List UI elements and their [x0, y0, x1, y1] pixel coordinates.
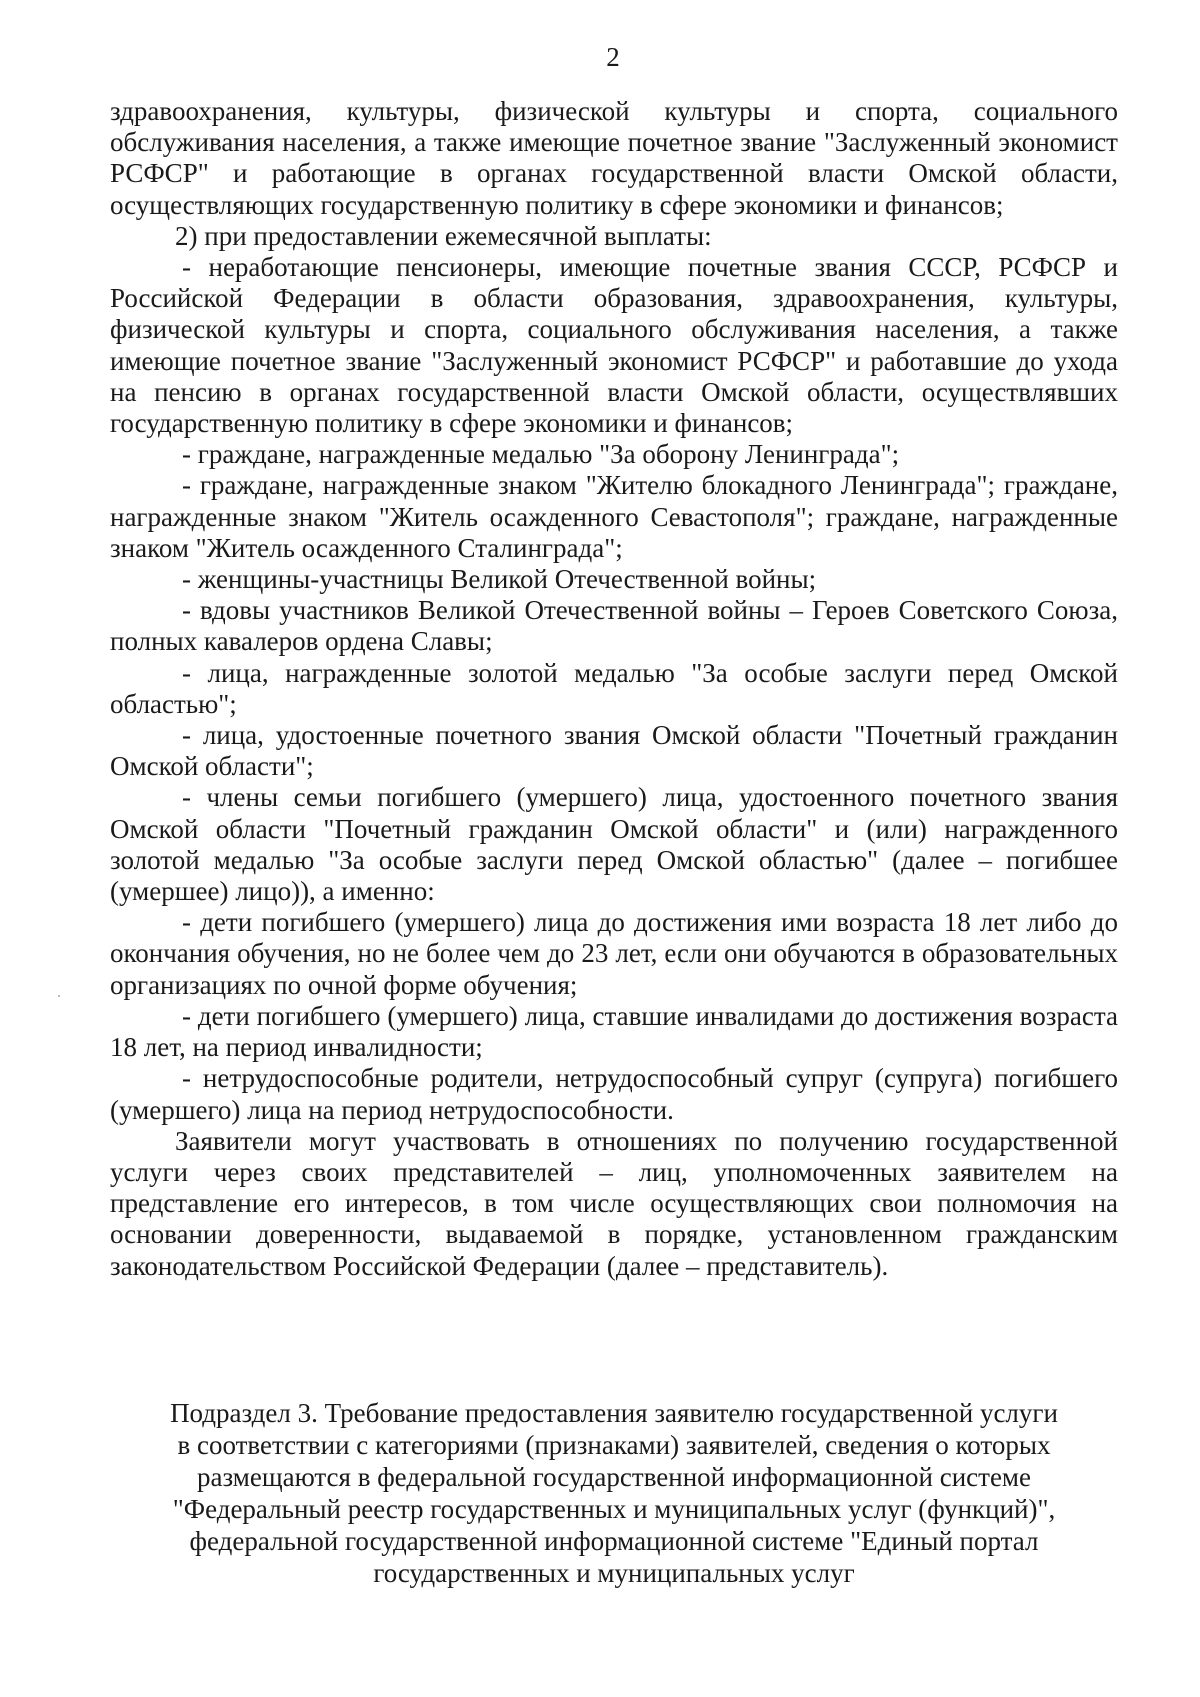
section-heading	[110, 1397, 1118, 1589]
paragraph-item-2: 2) при предоставлении ежемесячной выплаты:	[175, 220, 712, 251]
list-item: - вдовы участников Великой Отечественной войны – Героев Советского Союза, полных кавалеров ордена Славы;	[110, 595, 1118, 657]
list-item: - граждане, награжденные медалью "За оборону Ленинграда";	[182, 439, 900, 470]
paragraph-continuation: здравоохранения, культуры, физической культуры и спорта, социального обслуживания населения, а также имеющие почетное звание "Заслуженный экономист РСФСР" и работающие в органах государственной власти Омской области, осуществляющих государственную политику в сфере экономики и финансов;	[110, 96, 1118, 220]
list-item: - дети погибшего (умершего) лица, ставшие инвалидами до достижения возраста 18 лет, на период инвалидности;	[110, 1000, 1118, 1063]
list-item: - лица, награжденные золотой медалью "За особые заслуги перед Омской областью";	[110, 657, 1118, 719]
heading-line: в соответствии с категориями (признаками) заявителей, сведения о которых	[177, 1430, 1051, 1460]
heading-line: "Федеральный реестр государственных и муниципальных услуг (функций)",	[172, 1494, 1056, 1524]
list-item: - женщины-участницы Великой Отечественной войны;	[182, 564, 817, 595]
list-item: - граждане, награжденные знаком "Жителю блокадного Ленинграда"; граждане, награжденные знаком "Житель осажденного Севастополя"; граждане, награжденные знаком "Житель осажденного Сталинграда";	[110, 470, 1118, 563]
heading-line: государственных и муниципальных услуг	[373, 1558, 855, 1588]
heading-line: размещаются в федеральной государственной информационной системе	[196, 1462, 1032, 1492]
list-item: - члены семьи погибшего (умершего) лица, удостоенного почетного звания Омской области "Почетный гражданин Омской области" и (или) награжденного золотой медалью "За особые заслуги перед Омской областью" (далее – погибшее (умершее) лицо)), а именно:	[110, 782, 1118, 907]
body-text	[110, 96, 1118, 1282]
scan-speck	[58, 995, 60, 997]
paragraph-representatives: Заявители могут участвовать в отношениях по получению государственной услуги через своих представителей – лиц, уполномоченных заявителем на представление его интересов, в том числе осуществляющих свои полномочия на основании доверенности, выдаваемой в порядке, установленном гражданским законодательством Российской Федерации (далее – представитель).	[110, 1125, 1118, 1281]
page-number: 2	[606, 42, 620, 72]
list-item: - дети погибшего (умершего) лица до достижения ими возраста 18 лет либо до окончания обучения, но не более чем до 23 лет, если они обучаются в образовательных организациях по очной форме обучения;	[110, 907, 1118, 1000]
heading-line: Подраздел 3. Требование предоставления заявителю государственной услуги	[170, 1398, 1058, 1428]
list-item: - неработающие пенсионеры, имеющие почетные звания СССР, РСФСР и Российской Федерации в области образования, здравоохранения, культуры, физической культуры и спорта, социального обслуживания населения, а также имеющие почетное звание "Заслуженный экономист РСФСР" и работавшие до ухода на пенсию в органах государственной власти Омской области, осуществлявших государственную политику в сфере экономики и финансов;	[110, 252, 1118, 439]
list-item: - нетрудоспособные родители, нетрудоспособный супруг (супруга) погибшего (умершего) лица на период нетрудоспособности.	[110, 1063, 1118, 1125]
list-item: - лица, удостоенные почетного звания Омской области "Почетный гражданин Омской области";	[110, 720, 1118, 782]
heading-line: федеральной государственной информационной системе "Единый портал	[189, 1526, 1039, 1556]
